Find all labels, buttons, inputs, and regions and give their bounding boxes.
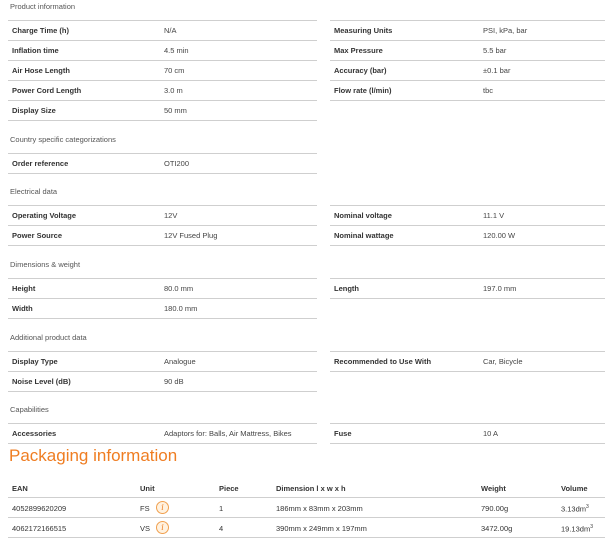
spec-row: [8, 60, 317, 81]
spec-value: 11.1 V: [483, 211, 505, 220]
spec-row: [330, 40, 605, 61]
spec-value: 197.0 mm: [483, 284, 517, 293]
spec-row: [8, 351, 317, 372]
spec-label: Operating Voltage: [12, 211, 77, 220]
spec-value: OTI200: [164, 159, 190, 168]
header-dimension: Dimension l x w x h: [276, 484, 346, 493]
spec-value: 3.0 m: [164, 86, 183, 95]
spec-value: ±0.1 bar: [483, 66, 511, 75]
spec-value: tbc: [483, 86, 494, 95]
spec-row: [330, 205, 605, 226]
spec-label: Width: [12, 304, 33, 313]
ean-value: 4062172166515: [12, 524, 67, 533]
spec-label: Max Pressure: [334, 46, 383, 55]
section-title: Electrical data: [10, 187, 58, 196]
spec-label: Display Type: [12, 357, 58, 366]
spec-value: 50 mm: [164, 106, 187, 115]
spec-row: [330, 278, 605, 299]
spec-label: Order reference: [12, 159, 69, 168]
spec-row: [8, 298, 317, 319]
spec-row: [330, 423, 605, 444]
spec-label: Inflation time: [12, 46, 59, 55]
unit-value: VS: [140, 524, 151, 533]
spec-label: Recommended to Use With: [334, 357, 432, 366]
spec-row: [8, 20, 317, 41]
spec-value: 5.5 bar: [483, 46, 507, 55]
spec-value: 12V Fused Plug: [164, 231, 218, 240]
spec-label: Fuse: [334, 429, 352, 438]
spec-label: Length: [334, 284, 359, 293]
spec-row: [8, 423, 317, 444]
spec-value: 120.00 W: [483, 231, 516, 240]
volume-number: 19.13dm: [561, 524, 591, 534]
volume-value: [561, 524, 593, 534]
header-ean: EAN: [12, 484, 28, 493]
packaging-header-row: [8, 478, 605, 498]
spec-row: [8, 153, 317, 174]
volume-number: 3.13dm: [561, 504, 587, 514]
info-icon[interactable]: i: [156, 521, 169, 534]
spec-label: Flow rate (l/min): [334, 86, 392, 95]
info-icon[interactable]: i: [156, 501, 169, 514]
volume-exponent: 3: [586, 504, 589, 510]
section-title: Product information: [10, 2, 76, 11]
dimension-value: 186mm x 83mm x 203mm: [276, 504, 363, 513]
section-title: Additional product data: [10, 333, 87, 342]
spec-value: 10 A: [483, 429, 499, 438]
spec-value: Car, Bicycle: [483, 357, 523, 366]
section-title: Country specific categorizations: [10, 135, 116, 144]
spec-label: Charge Time (h): [12, 26, 69, 35]
ean-value: 4052899620209: [12, 504, 67, 513]
spec-row: [330, 225, 605, 246]
spec-label: Power Source: [12, 231, 63, 240]
header-weight: Weight: [481, 484, 506, 493]
packaging-title: Packaging information: [9, 446, 178, 465]
piece-value: 1: [219, 504, 224, 513]
packaging-row: [8, 518, 605, 538]
spec-label: Accuracy (bar): [334, 66, 387, 75]
spec-row: [8, 205, 317, 226]
spec-label: Power Cord Length: [12, 86, 82, 95]
spec-value: 90 dB: [164, 377, 184, 386]
weight-value: 790.00g: [481, 504, 509, 513]
section-title: Dimensions & weight: [10, 260, 81, 269]
spec-label: Display Size: [12, 106, 56, 115]
spec-value: Adaptors for: Balls, Air Mattress, Bikes: [164, 429, 292, 438]
spec-value: N/A: [164, 26, 177, 35]
spec-label: Accessories: [12, 429, 57, 438]
header-unit: Unit: [140, 484, 155, 493]
piece-value: 4: [219, 524, 224, 533]
volume-exponent: 3: [590, 524, 593, 530]
unit-value: FS: [140, 504, 150, 513]
spec-row: [330, 20, 605, 41]
header-piece: Piece: [219, 484, 239, 493]
spec-label: Nominal voltage: [334, 211, 392, 220]
spec-row: [8, 225, 317, 246]
packaging-table: [8, 478, 605, 538]
spec-row: [330, 351, 605, 372]
spec-label: Nominal wattage: [334, 231, 394, 240]
spec-label: Height: [12, 284, 36, 293]
spec-value: PSI, kPa, bar: [483, 26, 528, 35]
spec-row: [8, 100, 317, 121]
spec-row: [8, 40, 317, 61]
dimension-value: 390mm x 249mm x 197mm: [276, 524, 367, 533]
packaging-row: [8, 498, 605, 518]
spec-row: [8, 80, 317, 101]
section-title: Capabilities: [10, 405, 49, 414]
spec-row: [8, 278, 317, 299]
spec-value: Analogue: [164, 357, 196, 366]
spec-row: [330, 60, 605, 81]
spec-value: 180.0 mm: [164, 304, 198, 313]
spec-value: 12V: [164, 211, 178, 220]
spec-value: 70 cm: [164, 66, 185, 75]
spec-label: Measuring Units: [334, 26, 393, 35]
spec-label: Air Hose Length: [12, 66, 70, 75]
header-volume: Volume: [561, 484, 588, 493]
weight-value: 3472.00g: [481, 524, 513, 533]
spec-label: Noise Level (dB): [12, 377, 71, 386]
volume-value: [561, 504, 589, 514]
spec-row: [330, 80, 605, 101]
spec-value: 80.0 mm: [164, 284, 194, 293]
spec-value: 4.5 min: [164, 46, 189, 55]
spec-row: [8, 371, 317, 392]
